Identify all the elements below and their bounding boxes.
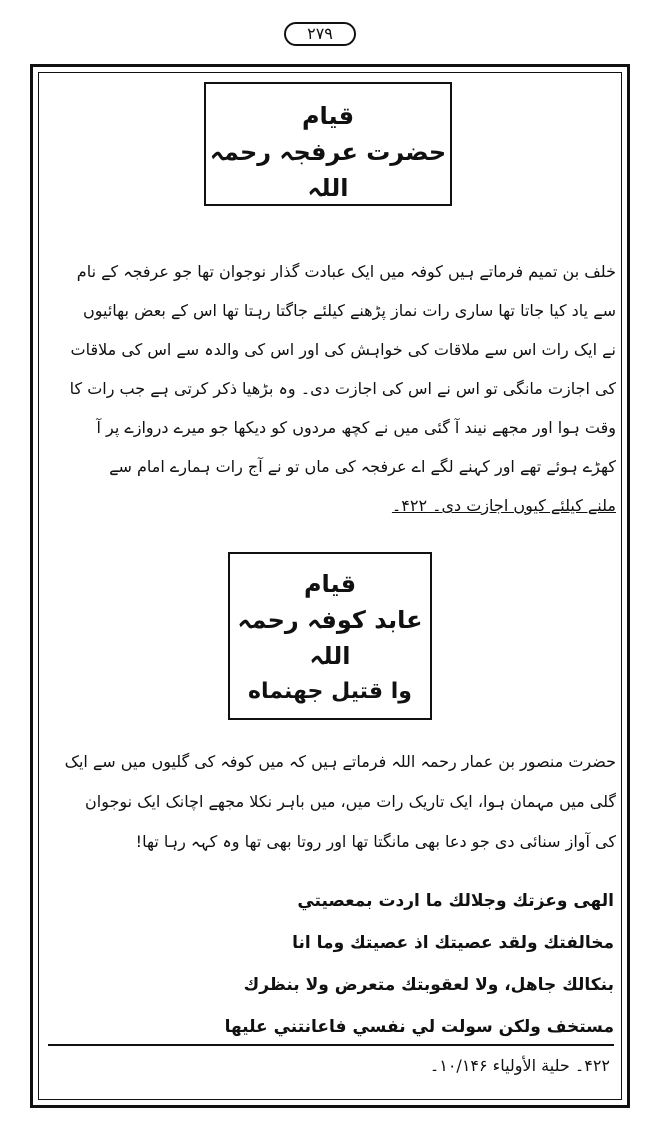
section-one-subtitle: حضرت عرفجہ رحمہ اللہ (209, 138, 447, 202)
arabic-supplication (128, 880, 614, 1048)
paragraph-line: گلی میں مہمان ہوا، ایک تاریک رات میں، میں باہر نکلا مجھے اچانک ایک نوجوان (85, 792, 616, 811)
paragraph-line: نے ایک رات اس سے ملاقات کی خواہش کی اور اس کی والدہ سے اس کی ملاقات (70, 340, 616, 359)
section-one-heading-box (204, 82, 452, 206)
paragraph-line: حضرت منصور بن عمار رحمہ اللہ فرماتے ہیں کہ میں کوفہ کی گلیوں میں سے ایک (64, 752, 616, 771)
paragraph-line: وقت ہوا اور مجھے نیند آ گئی میں نے کچھ مردوں کو دیکھا جو میرے دروازے پر آ (96, 418, 616, 437)
section-two-heading-box (228, 552, 432, 720)
section-two-arabic-subtitle: وا قتیل جهنماه (248, 679, 412, 704)
footnote: ۴۲۲۔ حلیة الأولیاء ۱۰/۱۴۶۔ (429, 1056, 610, 1075)
section-two-paragraph (50, 742, 616, 862)
arabic-line: الهی وعزتك وجلالك ما اردت بمعصيتي (297, 891, 614, 911)
section-one-title: قیام (301, 102, 355, 130)
paragraph-line-with-footnote-ref: ملنے کیلئے کیوں اجازت دی۔ ۴۲۲۔ (391, 496, 616, 515)
footnote-divider (48, 1044, 614, 1046)
arabic-line: مخالفتك ولقد عصيتك اذ عصيتك وما انا (292, 933, 614, 953)
arabic-line: بنكالك جاهل، ولا لعقوبتك متعرض ولا بنظرك (243, 975, 614, 995)
paragraph-line: خلف بن تمیم فرماتے ہیں کوفہ میں ایک عبادت گذار نوجوان تھا جو عرفجہ کے نام (76, 262, 616, 281)
section-one-paragraph (50, 252, 616, 525)
arabic-line: مستخف ولكن سولت لي نفسي فاعانتني عليها (224, 1017, 614, 1037)
paragraph-line: کی آواز سنائی دی جو دعا بھی مانگتا تھا اور روتا بھی تھا وہ کہہ رہا تھا! (135, 832, 616, 851)
section-two-subtitle: عابد کوفہ رحمہ اللہ (237, 606, 423, 670)
paragraph-line: سے یاد کیا جاتا تھا ساری رات نماز پڑھنے کیلئے جاگتا رہتا تھا اس کے بعض بھائیوں (83, 301, 616, 320)
paragraph-line: کھڑے ہوئے تھے اور کہنے لگے اے عرفجہ کی ماں تو نے آج رات ہمارے امام سے (109, 457, 616, 476)
section-two-title: قیام (303, 570, 357, 598)
paragraph-line: کی اجازت مانگی تو اس نے اس کی اجازت دی۔ وہ بڑھیا ذکر کرتی ہے جب رات کا (69, 379, 616, 398)
page-number: ۲۷۹ (284, 22, 356, 46)
